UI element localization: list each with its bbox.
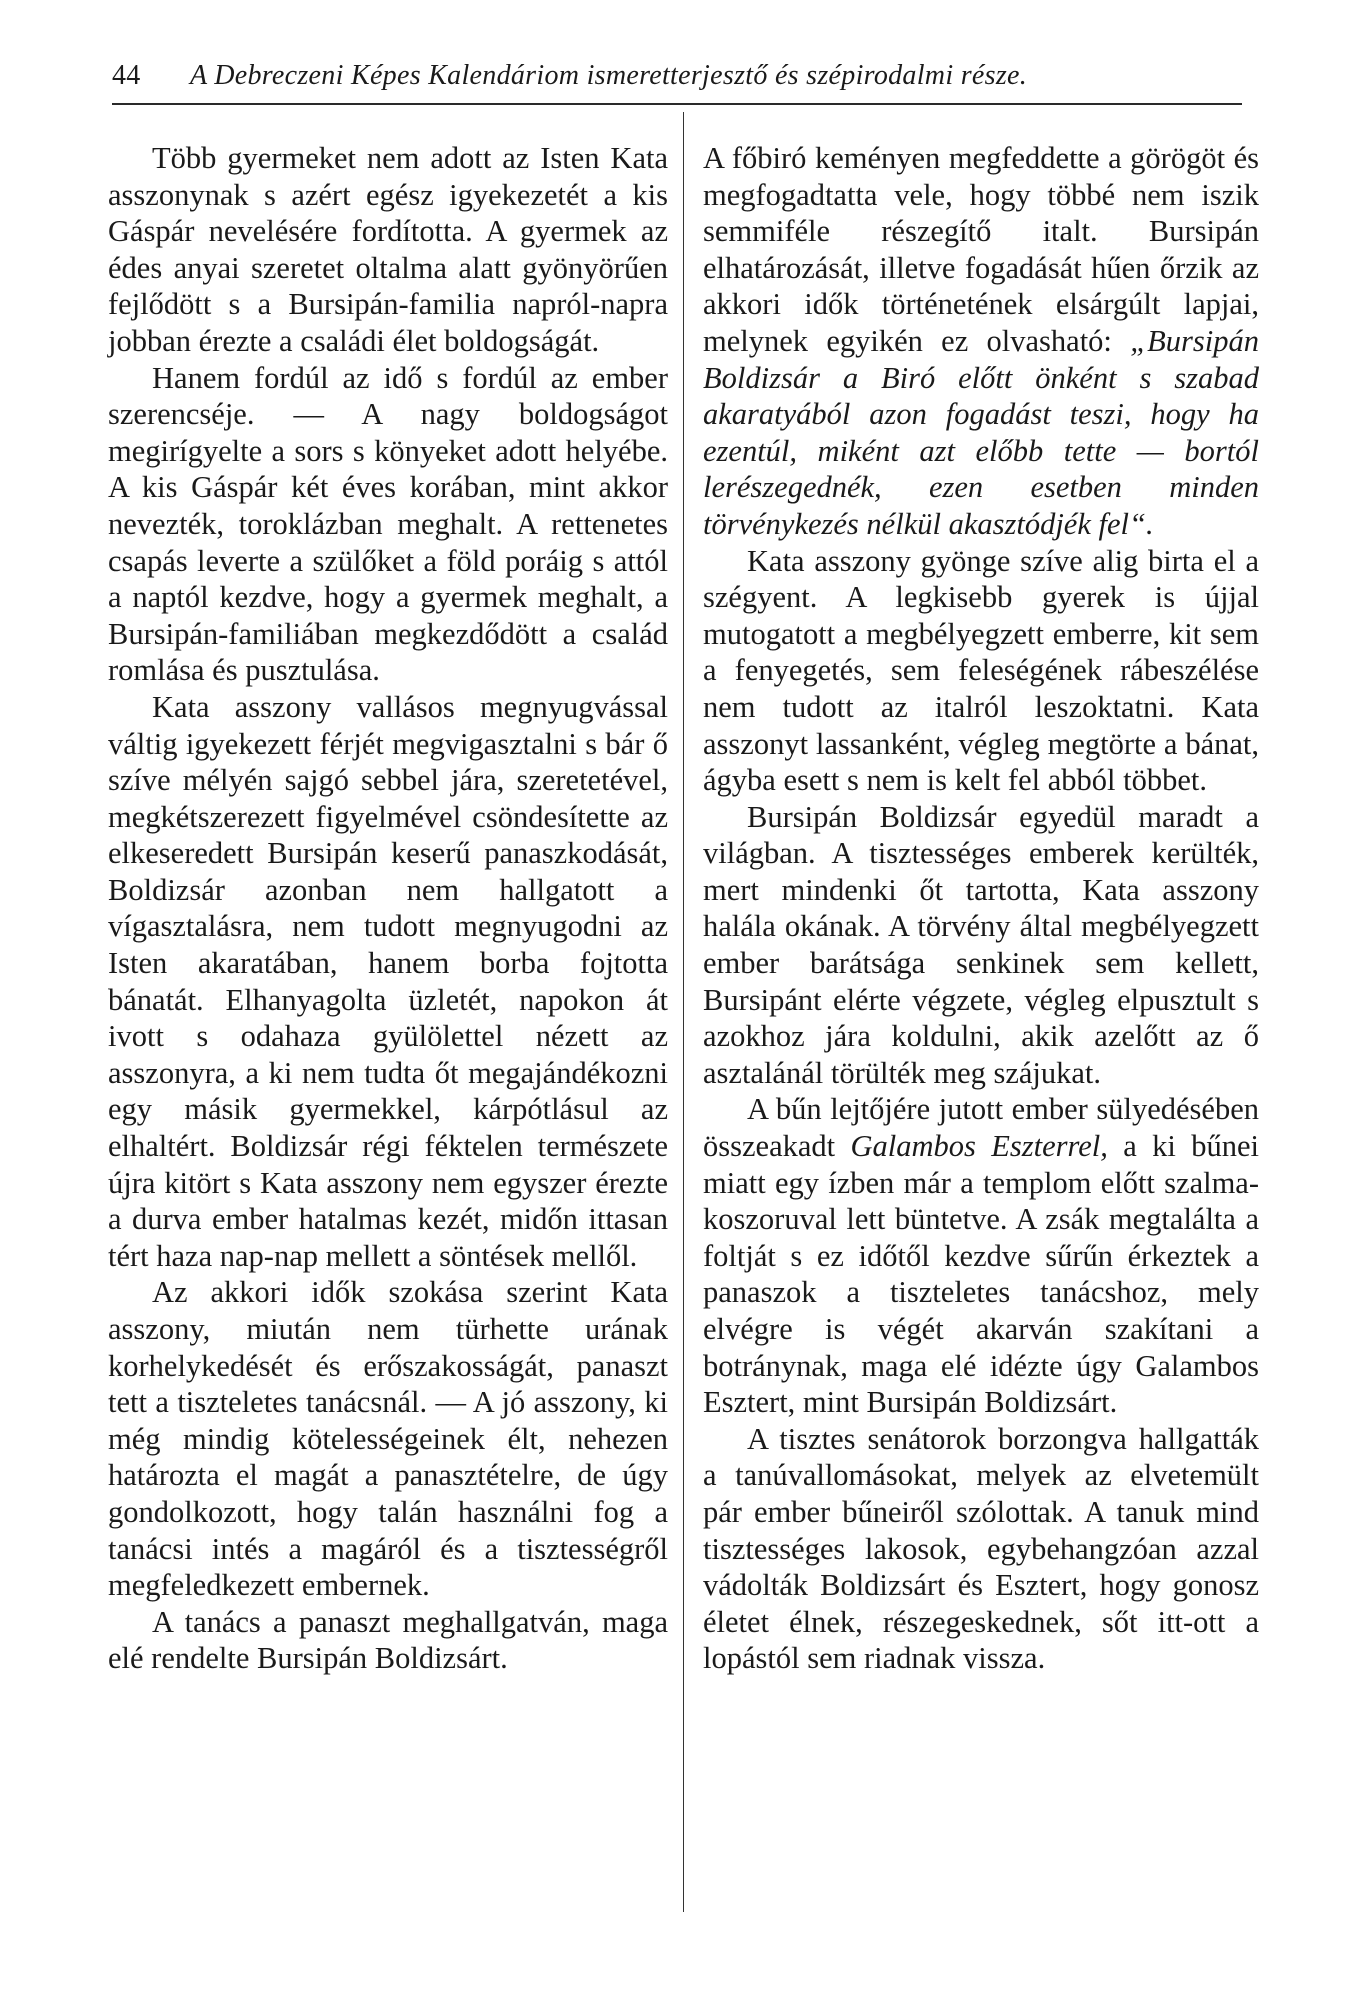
paragraph [703,1091,1259,1420]
paragraph: Több gyermeket nem adott az Isten Kata asszonynak s azért egész igyekezetét a kis Gáspár nevelésére fordította. A gyermek az édes anyai szeretet oltalma alatt gyönyörűen fejlődött s a Bursipán-familia napról-napra jobban érezte a családi élet boldogságát. [108,141,668,358]
quoted-vow: „Bursipán Boldizsár a Biró előtt önként s szabad akaratyából azon fogadást teszi, hogy ha ezentúl, miként azt előbb tette — bortól lerészegednék, ezen esetben minden törvénykezés nélkül akasztódjék fel“. [703,323,1259,541]
character-name: Galambos Eszterrel, [850,1129,1108,1164]
paragraph: Kata asszony gyönge szíve alig birta el a szégyent. A legkisebb gyerek is újjal mutogatott a megbélyegzett emberre, kit sem a fenyegetés, sem feleségének rábeszélése nem tudott az italról leszoktatni. Kata asszonyt lassanként, végleg megtörte a bánat, ágyba esett s nem is kelt fel abból többet. [703,543,1259,798]
paragraph-text: A bűn lejtőjére jutott ember sülyedésében összeakadt [703,1092,1259,1164]
paragraph: Kata asszony vallásos megnyugvással váltig igyekezett férjét megvigasztalni s bár ő szíve mélyén sajgó sebbel jára, szeretetével, megkétszerezett figyelmével csöndesítette az elkeseredett Bursipán keserű panaszkodását, Boldizsár azonban nem hallgatott a vígasztalásra, nem tudott megnyugodni az Isten akaratában, hanem borba fojtotta bánatát. Elhanyagolta üzletét, napokon át ivott s odahaza gyülölettel nézett az asszonyra, a ki nem tudta őt megajándékozni egy másik gyermekkel, kárpótlásul az elhaltért. Boldizsár régi féktelen természete újra kitört s Kata asszony nem egyszer érezte a durva ember hatalmas kezét, midőn ittasan tért haza nap-nap mellett a söntések mellől. [108,689,668,1273]
header-rule [112,103,1242,105]
column-divider [683,112,684,1912]
running-title: A Debreczeni Képes Kalendáriom ismeretterjesztő és szépirodalmi része. [190,60,1028,91]
paragraph-text: a ki bűnei miatt egy ízben már a templom előtt szalma-koszoruval lett büntetve. A zsák megtalálta a foltját s ez időtől kezdve sűrűn érkeztek a panaszok a tiszteletes tanácshoz, mely elvégre is végét akarván szakítani a botránynak, maga elé idézte úgy Galambos Esztert, mint Bursipán Boldizsárt. [703,1129,1259,1420]
paragraph: A tanács a panaszt meghallgatván, maga elé rendelte Bursipán Boldizsárt. [108,1604,668,1676]
paragraph [703,140,1259,543]
paragraph: Az akkori idők szokása szerint Kata asszony, miután nem türhette urának korhelykedését és erőszakosságát, panaszt tett a tiszteletes tanácsnál. — A jó asszony, ki még mindig kötelességeinek élt, nehezen határozta el magát a panasztételre, de úgy gondolkozott, hogy talán használni fog a tanácsi intés a magáról és a tisztességről megfeledkezett embernek. [108,1275,668,1603]
page-number: 44 [112,60,141,91]
paragraph: A tisztes senátorok borzongva hallgatták a tanúvallomásokat, melyek az elvetemült pár ember bűneiről szólottak. A tanuk mind tisztességes lakosok, egybehangzóan azzal vádolták Boldizsárt és Esztert, hogy gonosz életet élnek, részegeskednek, sőt itt-ott a lopástól sem riadnak vissza. [703,1421,1259,1676]
paragraph: Hanem fordúl az idő s fordúl az ember szerencséje. — A nagy boldogságot megirígyelte a sors s könyeket adott helyébe. A kis Gáspár két éves korában, mint akkor nevezték, toroklázban meghalt. A rettenetes csapás leverte a szülőket a föld poráig s attól a naptól kezdve, hogy a gyermek meghalt, a Bursipán-familiában megkezdődött a család romlása és pusztulása. [108,360,668,688]
paragraph: Bursipán Boldizsár egyedül maradt a világban. A tisztességes emberek kerülték, mert mindenki őt tartotta, Kata asszony halála okának. A törvény által megbélyegzett ember barátsága senkinek sem kellett, Bursipánt elérte végzete, végleg elpusztult s azokhoz jára koldulni, akik azelőtt az ő asztalánál törülték meg szájukat. [703,799,1259,1090]
left-column [108,140,668,1677]
running-header [112,60,1262,92]
paragraph-text: A főbiró keményen megfeddette a görögöt és megfogadtatta vele, hogy többé nem iszik semmiféle részegítő italt. Bursipán elhatározását, illetve fogadását hűen őrzik az akkori idők történetének elsárgúlt lapjai, melynek egyikén ez olvasható: [703,141,1259,358]
right-column [703,140,1259,1677]
